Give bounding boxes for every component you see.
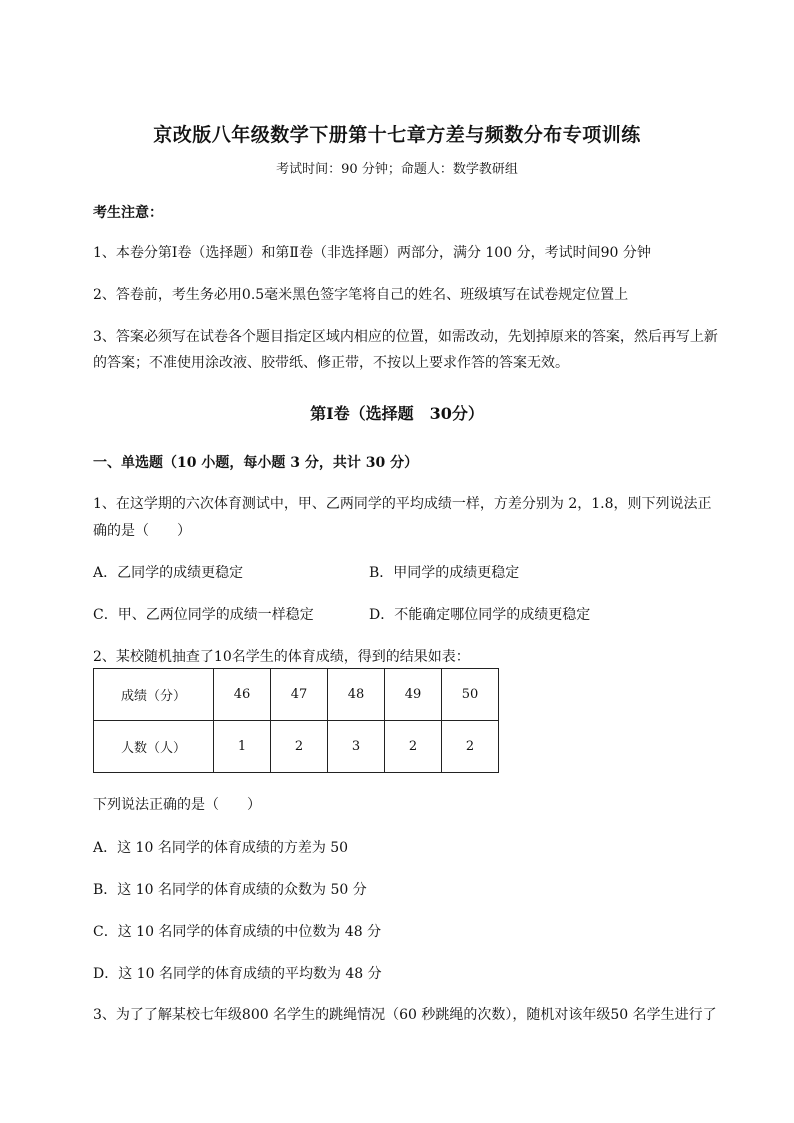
notice-item-3: 3、答案必须写在试卷各个题目指定区域内相应的位置，如需改动，先划掉原来的答案，然后再写上新	[93, 329, 718, 345]
q2-question: 下列说法正确的是（ ）	[93, 797, 261, 813]
q1-stem-line1: 1、在这学期的六次体育测试中，甲、乙两同学的平均成绩一样，方差分别为 2，1.8，则下列说法正	[93, 496, 712, 512]
table-cell: 1	[214, 721, 271, 773]
table-cell: 2	[442, 721, 499, 773]
score-table	[93, 668, 499, 773]
notice-item-1: 1、本卷分第Ⅰ卷（选择题）和第Ⅱ卷（非选择题）两部分，满分 100 分，考试时间90 分钟	[93, 245, 651, 261]
q2-option-a: A．这 10 名同学的体育成绩的方差为 50	[93, 840, 349, 856]
notice-item-3-cont: 的答案；不准使用涂改液、胶带纸、修正带，不按以上要求作答的答案无效。	[93, 355, 569, 371]
section-heading: 一、单选题（10 小题，每小题 3 分，共计 30 分）	[93, 455, 419, 471]
table-cell: 47	[271, 669, 328, 721]
exam-info: 考试时间：90 分钟；命题人：数学教研组	[276, 162, 518, 177]
q1-option-d: D．不能确定哪位同学的成绩更稳定	[369, 607, 591, 623]
q1-stem-line2: 确的是（ ）	[93, 523, 191, 539]
table-cell: 49	[385, 669, 442, 721]
table-cell: 2	[271, 721, 328, 773]
table-cell: 50	[442, 669, 499, 721]
q3-stem-line1: 3、为了了解某校七年级800 名学生的跳绳情况（60 秒跳绳的次数），随机对该年级50 名学生进行了	[93, 1007, 717, 1023]
page-title: 京改版八年级数学下册第十七章方差与频数分布专项训练	[153, 124, 641, 146]
table-row-header: 成绩（分）	[94, 669, 214, 721]
notice-item-2: 2、答卷前，考生务必用0.5毫米黑色签字笔将自己的姓名、班级填写在试卷规定位置上	[93, 287, 629, 303]
table-row	[94, 721, 499, 773]
table-cell: 46	[214, 669, 271, 721]
q2-option-d: D．这 10 名同学的体育成绩的平均数为 48 分	[93, 966, 382, 982]
q2-option-c: C．这 10 名同学的体育成绩的中位数为 48 分	[93, 924, 382, 940]
table-cell: 2	[385, 721, 442, 773]
q1-option-c: C．甲、乙两位同学的成绩一样稳定	[93, 607, 314, 623]
q1-option-b: B．甲同学的成绩更稳定	[369, 565, 520, 581]
table-row-header: 人数（人）	[94, 721, 214, 773]
q1-option-a: A．乙同学的成绩更稳定	[93, 565, 244, 581]
table-cell: 3	[328, 721, 385, 773]
part1-title: 第Ⅰ卷（选择题 30分）	[310, 404, 484, 423]
table-row	[94, 669, 499, 721]
q2-option-b: B．这 10 名同学的体育成绩的众数为 50 分	[93, 882, 367, 898]
notice-heading: 考生注意：	[93, 205, 163, 221]
table-cell: 48	[328, 669, 385, 721]
q2-stem: 2、某校随机抽查了10名学生的体育成绩，得到的结果如表：	[93, 649, 470, 665]
